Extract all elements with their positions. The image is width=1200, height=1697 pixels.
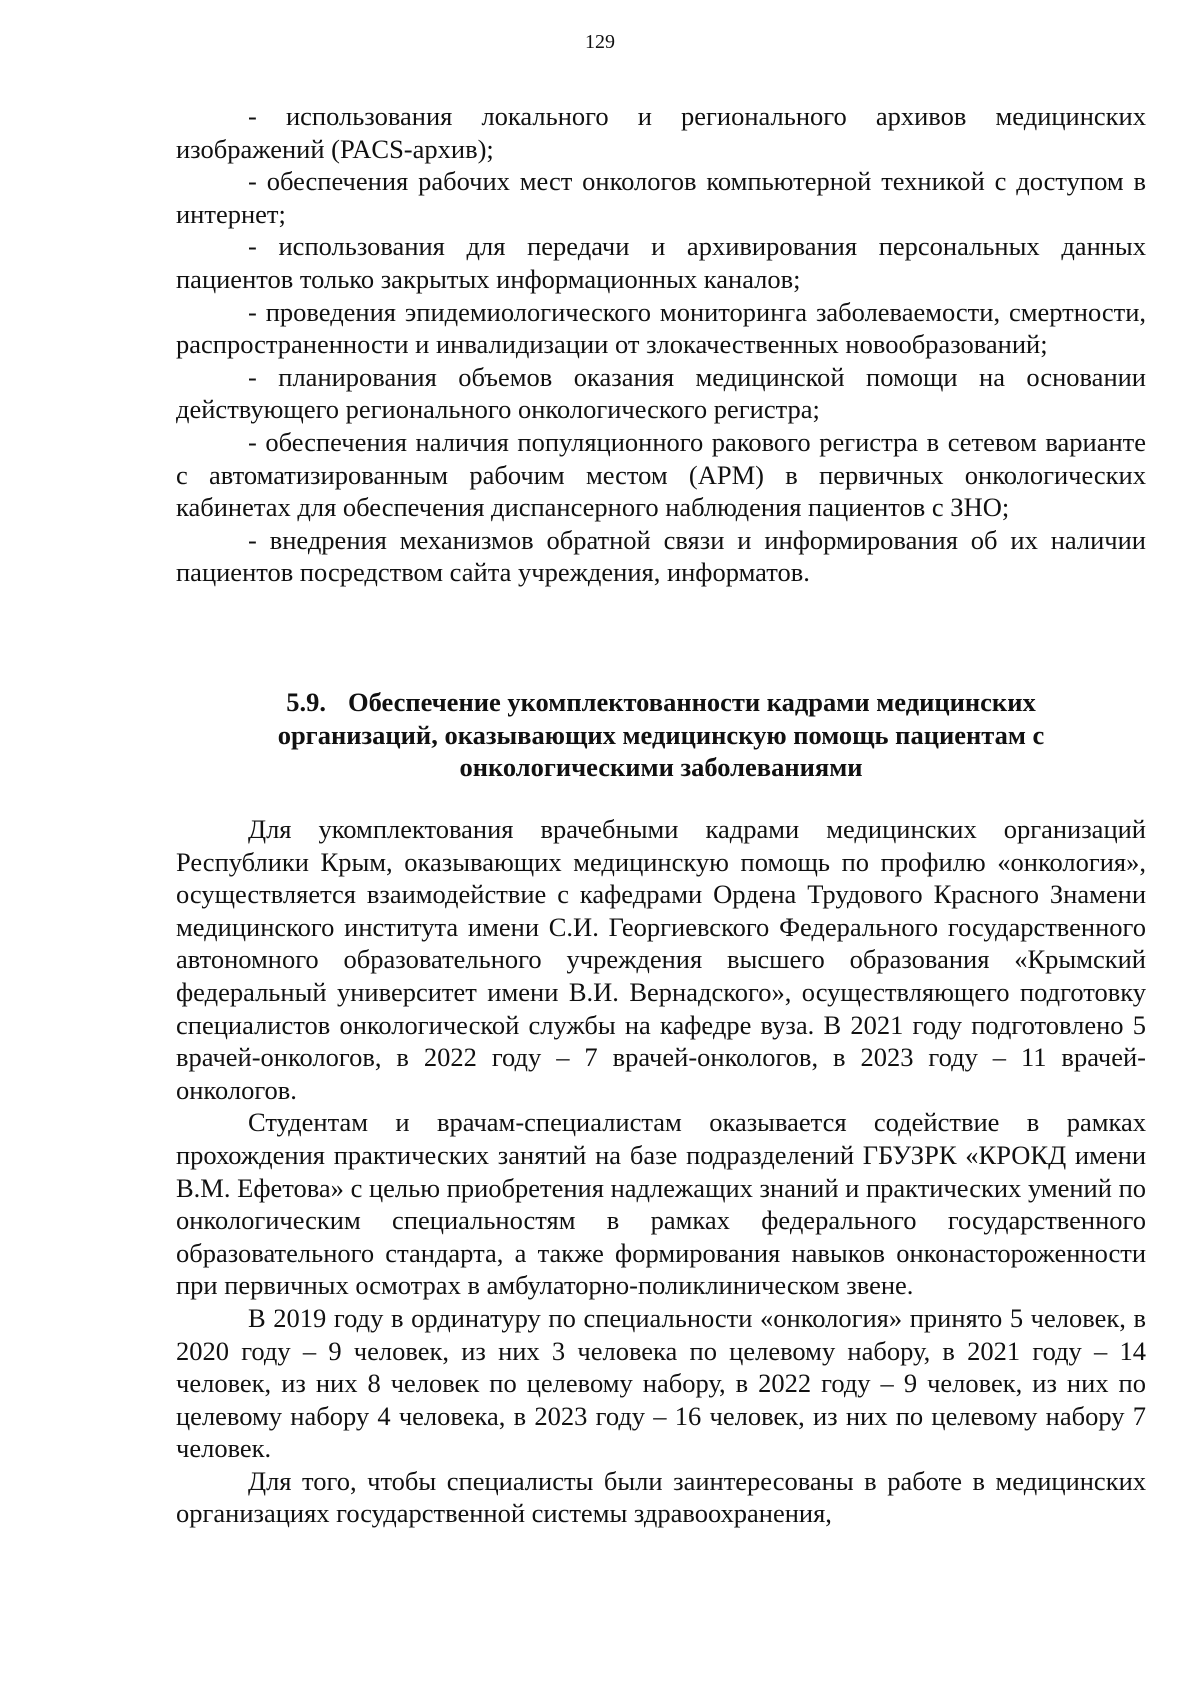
body-paragraph: Для укомплектования врачебными кадрами медицинских организаций Республики Крым, оказывающих медицинскую помощь по профилю «онкология», осуществляется взаимодействие с кафедрами Ордена Трудового Красного Знамени медицинского института имени С.И. Георгиевского Федерального государственного автономного образовательного учреждения высшего образования «Крымский федеральный университет имени В.И. Вернадского», осуществляющего подготовку специалистов онкологической службы на кафедре вуза. В 2021 году подготовлено 5 врачей-онкологов, в 2022 году – 7 врачей-онкологов, в 2023 году – 11 врачей-онкологов.: [176, 814, 1146, 1105]
body-paragraph: Для того, чтобы специалисты были заинтересованы в работе в медицинских организациях государственной системы здравоохранения,: [176, 1465, 1146, 1529]
body-paragraph: Студентам и врачам-специалистам оказывается содействие в рамках прохождения практических занятий на базе подразделений ГБУЗРК «КРОКД имени В.М. Ефетова» с целью приобретения надлежащих знаний и практических умений по онкологическим специальностям в рамках федерального государственного образовательного стандарта, а также формирования навыков онконастороженности при первичных осмотрах в амбулаторно-поликлиническом звене.: [176, 1107, 1146, 1301]
bullet-item: - обеспечения рабочих мест онкологов компьютерной техникой с доступом в интернет;: [176, 166, 1146, 229]
bullet-item: - проведения эпидемиологического мониторинга заболеваемости, смертности, распространенности и инвалидизации от злокачественных новообразований;: [176, 296, 1146, 360]
bullet-item: - использования локального и регионального архивов медицинских изображений (PACS-архив);: [176, 101, 1146, 164]
section-title-part-1: Обеспечение укомплектованности кадрами медицинских: [348, 687, 1036, 717]
bullet-list: [176, 100, 1146, 589]
bullet-item: - планирования объемов оказания медицинской помощи на основании действующего регионального онкологического регистра;: [176, 361, 1146, 425]
section-number: 5.9.: [286, 687, 326, 717]
page-number: 129: [585, 31, 615, 53]
bullet-item: - использования для передачи и архивирования персональных данных пациентов только закрытых информационных каналов;: [176, 231, 1146, 294]
section-title-part-3: онкологическими заболеваниями: [459, 752, 863, 783]
body-paragraph: В 2019 году в ординатуру по специальности «онкология» принято 5 человек, в 2020 году – 9 человек, из них 3 человека по целевому набору, в 2021 году – 14 человек, из них 8 человек по целевому набору, в 2022 году – 9 человек, из них по целевому набору 4 человека, в 2023 году – 16 человек, из них по целевому набору 7 человек.: [176, 1302, 1146, 1464]
bullet-item: - внедрения механизмов обратной связи и информирования об их наличии пациентов посредством сайта учреждения, информатов.: [176, 524, 1146, 588]
section-heading: [176, 686, 1146, 784]
section-body: [176, 813, 1146, 1530]
section-heading-line-1: [176, 686, 1146, 719]
section-title-part-2: организаций, оказывающих медицинскую помощь пациентам с: [277, 719, 1045, 750]
bullet-item: - обеспечения наличия популяционного ракового регистра в сетевом варианте с автоматизированным рабочим местом (АРМ) в первичных онкологических кабинетах для обеспечения диспансерного наблюдения пациентов с ЗНО;: [176, 426, 1146, 523]
